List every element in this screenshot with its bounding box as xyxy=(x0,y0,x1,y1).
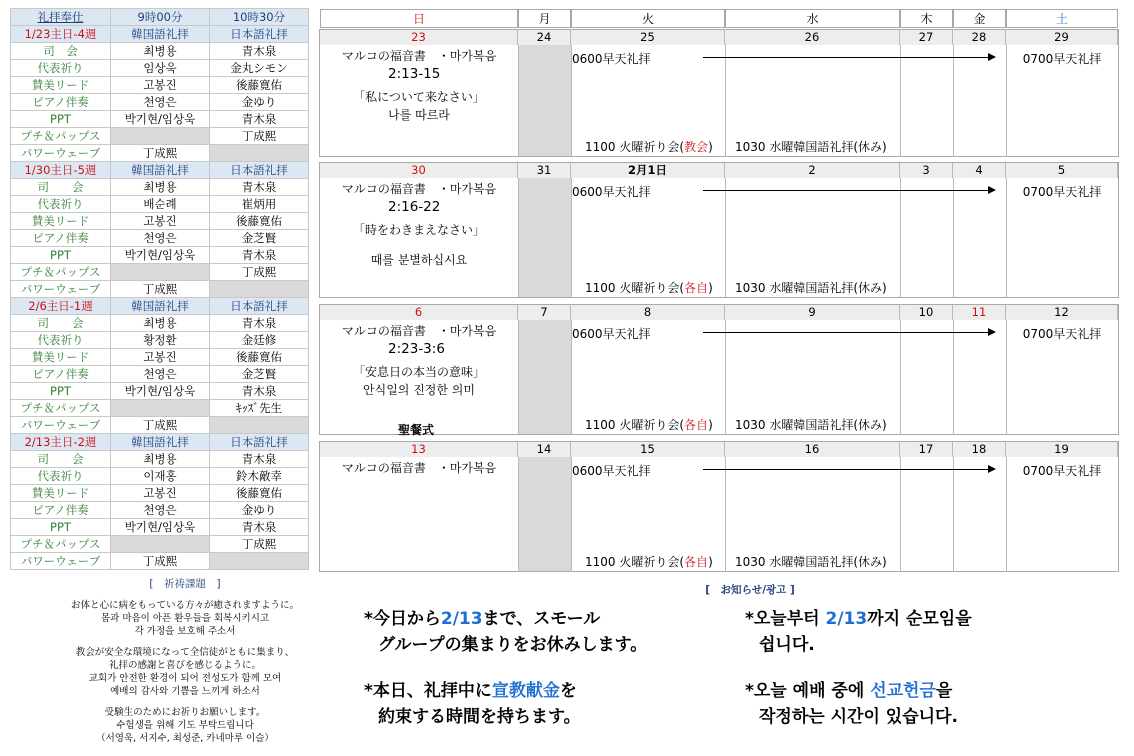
weekday-0: 日 xyxy=(320,9,518,28)
sermon-theme-kr: 나를 따르라 xyxy=(388,108,450,122)
roster-jp-name: 後藤寛佑 xyxy=(210,77,309,94)
roster-role: PPT xyxy=(11,383,111,400)
calendar-divider xyxy=(900,441,901,572)
wed-service: 1030 水曜韓国語礼拝(休み) xyxy=(735,281,887,295)
tue-prayer-location: 教会 xyxy=(684,140,709,154)
roster-kr-name: 최병용 xyxy=(111,451,210,468)
sermon-theme-jp: 「安息日の本当の意味」 xyxy=(352,365,485,379)
prayer-line: 각 가정을 보호해 주소서 xyxy=(134,626,236,637)
roster-kr-name: 丁成熙 xyxy=(111,553,210,570)
roster-week-label: 1/30主日-5週 xyxy=(11,162,111,179)
tue-prayer-meeting xyxy=(585,553,713,570)
roster-role: 代表祈り xyxy=(11,332,111,349)
roster-col-jp: 日本語礼拝 xyxy=(210,26,309,43)
day-number: 14 xyxy=(518,442,571,457)
day-number: 5 xyxy=(1006,163,1118,178)
day-number: 31 xyxy=(518,163,571,178)
roster-row xyxy=(11,77,309,94)
roster-row xyxy=(11,519,309,536)
roster-role: ピアノ伴奏 xyxy=(11,366,111,383)
arrow-icon xyxy=(703,469,994,470)
calendar-divider xyxy=(518,29,519,157)
roster-kr-name: 丁成熙 xyxy=(111,281,210,298)
prayer-list xyxy=(60,599,310,745)
roster-row xyxy=(11,196,309,213)
notice-text: 까지 순모임을 xyxy=(867,609,972,629)
roster-row xyxy=(11,43,309,60)
calendar-divider xyxy=(518,162,519,298)
roster-kr-name: 丁成熙 xyxy=(111,145,210,162)
day-number: 8 xyxy=(571,305,725,320)
day-number: 10 xyxy=(900,305,953,320)
roster-week-header xyxy=(11,162,309,179)
roster-jp-name: 丁成熙 xyxy=(210,264,309,281)
sermon-gospel: マルコの福音書 ・마가복음 xyxy=(341,49,497,63)
day-number: 9 xyxy=(725,305,900,320)
roster-header-cell: 9時00分 xyxy=(111,9,210,26)
roster-jp-name: 金丸シモン xyxy=(210,60,309,77)
service-roster xyxy=(10,8,309,570)
calendar-divider xyxy=(953,162,954,298)
roster-jp-name: 青木泉 xyxy=(210,179,309,196)
roster-kr-name: 임상욱 xyxy=(111,60,210,77)
tue-prayer-text: ) xyxy=(708,418,713,432)
notice-highlight: 2/13 xyxy=(825,609,868,629)
tue-early-service: 0600早天礼拝 xyxy=(572,185,651,199)
tue-prayer-meeting xyxy=(585,279,713,296)
tue-prayer-location: 各自 xyxy=(684,281,709,295)
notice-highlight: 선교헌금 xyxy=(870,681,936,701)
calendar-divider xyxy=(900,162,901,298)
sermon-gospel: マルコの福音書 ・마가복음 xyxy=(341,461,497,475)
day-number: 13 xyxy=(320,442,518,457)
roster-week-label: 2/6主日-1週 xyxy=(11,298,111,315)
roster-jp-name: 青木泉 xyxy=(210,451,309,468)
tue-prayer-text: ) xyxy=(708,281,713,295)
day-number: 27 xyxy=(900,30,953,45)
tue-prayer-text: 1100 火曜祈り会( xyxy=(585,555,685,569)
roster-kr-name: 고봉진 xyxy=(111,77,210,94)
prayer-line: 受験生のためにお祈りお願いします。 xyxy=(104,707,266,718)
sat-early-service: 0700早天礼拝 xyxy=(1022,327,1102,341)
roster-role: PPT xyxy=(11,111,111,128)
roster-jp-name: 丁成熙 xyxy=(210,128,309,145)
roster-col-kr: 韓国語礼拝 xyxy=(111,434,210,451)
calendar-divider xyxy=(1006,304,1007,435)
notice-highlight: 2/13 xyxy=(440,609,483,629)
roster-row xyxy=(11,553,309,570)
notice-text: 쉽니다. xyxy=(759,635,815,655)
roster-role: プチ＆パップス xyxy=(11,128,111,145)
roster-row xyxy=(11,383,309,400)
day-number: 25 xyxy=(571,30,725,45)
roster-week-header xyxy=(11,434,309,451)
wed-service: 1030 水曜韓国語礼拝(休み) xyxy=(735,140,887,154)
roster-role: 賛美リード xyxy=(11,77,111,94)
roster-role: ピアノ伴奏 xyxy=(11,230,111,247)
day-number: 30 xyxy=(320,163,518,178)
sat-early-service: 0700早天礼拝 xyxy=(1022,464,1102,478)
roster-jp-name: 金ゆり xyxy=(210,94,309,111)
wed-service: 1030 水曜韓国語礼拝(休み) xyxy=(735,555,887,569)
sat-early-service: 0700早天礼拝 xyxy=(1022,185,1102,199)
roster-kr-name: 고봉진 xyxy=(111,213,210,230)
roster-row xyxy=(11,213,309,230)
roster-row xyxy=(11,94,309,111)
sat-early-service: 0700早天礼拝 xyxy=(1022,52,1102,66)
day-number: 26 xyxy=(725,30,900,45)
roster-kr-name: 천영은 xyxy=(111,94,210,111)
sermon-theme-jp: 「時をわきまえなさい」 xyxy=(352,223,485,237)
roster-row xyxy=(11,400,309,417)
roster-jp-name: 青木泉 xyxy=(210,247,309,264)
day-number: 7 xyxy=(518,305,571,320)
prayer-line: （서영욱, 서지수, 최성준, 카네마루 이슬） xyxy=(96,733,274,744)
tue-prayer-text: 1100 火曜祈り会( xyxy=(585,418,685,432)
wed-service: 1030 水曜韓国語礼拝(休み) xyxy=(735,418,887,432)
roster-col-kr: 韓国語礼拝 xyxy=(111,26,210,43)
roster-jp-name: 青木泉 xyxy=(210,519,309,536)
calendar-divider xyxy=(725,162,726,298)
day-number: 6 xyxy=(320,305,518,320)
notice-kr-2 xyxy=(745,678,958,730)
calendar-divider xyxy=(518,304,519,435)
roster-jp-name: 青木泉 xyxy=(210,383,309,400)
weekday-4: 木 xyxy=(900,9,953,28)
roster-row xyxy=(11,315,309,332)
prayer-title: [ 祈祷課題 ] xyxy=(149,578,221,590)
sermon-theme-kr: 때를 분별하십시요 xyxy=(370,253,468,267)
notice-jp-1 xyxy=(364,606,647,658)
roster-header-cell: 10時30分 xyxy=(210,9,309,26)
weekday-6: 土 xyxy=(1006,9,1118,28)
roster-row xyxy=(11,417,309,434)
notice-text: グループの集まりをお休みします。 xyxy=(378,635,648,655)
roster-role: 代表祈り xyxy=(11,60,111,77)
calendar-divider xyxy=(725,29,726,157)
monday-shade xyxy=(518,44,571,156)
roster-kr-name: 박기현/임상욱 xyxy=(111,247,210,264)
roster-kr-name xyxy=(111,264,210,281)
roster-jp-name: 青木泉 xyxy=(210,315,309,332)
roster-jp-name: 青木泉 xyxy=(210,111,309,128)
tue-prayer-text: 1100 火曜祈り会( xyxy=(585,140,685,154)
arrow-icon xyxy=(703,190,994,191)
weekday-1: 月 xyxy=(518,9,571,28)
roster-jp-name: 金芝賢 xyxy=(210,230,309,247)
calendar-divider xyxy=(1006,441,1007,572)
notice-text: *今日から xyxy=(364,609,441,629)
roster-role: 賛美リード xyxy=(11,485,111,502)
calendar-divider xyxy=(953,304,954,435)
day-number: 4 xyxy=(953,163,1006,178)
roster-jp-name: ｷｯｽﾞ先生 xyxy=(210,400,309,417)
roster-header-row xyxy=(11,9,309,26)
roster-jp-name: 後藤寛佑 xyxy=(210,485,309,502)
calendar-divider xyxy=(953,441,954,572)
notice-jp-2 xyxy=(364,678,581,730)
monday-shade xyxy=(518,456,571,571)
roster-role: プチ＆パップス xyxy=(11,400,111,417)
roster-row xyxy=(11,111,309,128)
day-number: 18 xyxy=(953,442,1006,457)
roster-role: 司 会 xyxy=(11,315,111,332)
day-number: 12 xyxy=(1006,305,1118,320)
notice-text: *오늘부터 xyxy=(745,609,826,629)
roster-kr-name: 천영은 xyxy=(111,230,210,247)
roster-kr-name: 이재홍 xyxy=(111,468,210,485)
roster-role: 司 会 xyxy=(11,451,111,468)
day-number: 2月1日 xyxy=(571,163,725,178)
calendar-divider xyxy=(571,441,572,572)
roster-kr-name: 丁成熙 xyxy=(111,417,210,434)
notice-text: を xyxy=(559,681,577,701)
roster-jp-name xyxy=(210,145,309,162)
day-number: 19 xyxy=(1006,442,1118,457)
tue-prayer-meeting xyxy=(585,416,713,433)
roster-row xyxy=(11,502,309,519)
roster-role: ピアノ伴奏 xyxy=(11,502,111,519)
day-number: 2 xyxy=(725,163,900,178)
roster-header-cell: 礼拝奉仕 xyxy=(11,9,111,26)
roster-role: パワーウェーブ xyxy=(11,417,111,434)
roster-row xyxy=(11,536,309,553)
notice-highlight: 宣教献金 xyxy=(491,681,560,701)
tue-early-service: 0600早天礼拝 xyxy=(572,327,651,341)
sermon-gospel: マルコの福音書 ・마가복음 xyxy=(341,182,497,196)
day-number: 24 xyxy=(518,30,571,45)
tue-prayer-text: 1100 火曜祈り会( xyxy=(585,281,685,295)
roster-jp-name: 金廷修 xyxy=(210,332,309,349)
sermon-extra: 聖餐式 xyxy=(398,423,435,437)
roster-col-jp: 日本語礼拝 xyxy=(210,434,309,451)
roster-jp-name: 丁成熙 xyxy=(210,536,309,553)
sermon-verse: 2:13-15 xyxy=(388,66,441,82)
roster-col-kr: 韓国語礼拝 xyxy=(111,162,210,179)
roster-role: 賛美リード xyxy=(11,213,111,230)
roster-role: 賛美リード xyxy=(11,349,111,366)
roster-role: パワーウェーブ xyxy=(11,281,111,298)
roster-role: パワーウェーブ xyxy=(11,145,111,162)
notice-text: まで、スモール xyxy=(482,609,601,629)
weekday-3: 水 xyxy=(725,9,900,28)
roster-kr-name: 황정환 xyxy=(111,332,210,349)
notice-title: [ お知らせ/광고 ] xyxy=(705,584,795,596)
roster-row xyxy=(11,264,309,281)
day-number: 15 xyxy=(571,442,725,457)
roster-kr-name: 고봉진 xyxy=(111,485,210,502)
prayer-line: お体と心に病をもっている方々が癒されますように。 xyxy=(70,600,299,611)
roster-kr-name xyxy=(111,400,210,417)
roster-kr-name: 배순례 xyxy=(111,196,210,213)
prayer-line: 礼拝の感謝と喜びを感じるように。 xyxy=(108,660,261,671)
notice-text: 約束する時間を持ちます。 xyxy=(378,707,581,727)
roster-col-kr: 韓国語礼拝 xyxy=(111,298,210,315)
prayer-line xyxy=(60,638,310,646)
sermon-theme-jp: 「私について来なさい」 xyxy=(353,90,485,104)
roster-jp-name xyxy=(210,417,309,434)
roster-row xyxy=(11,230,309,247)
calendar-divider xyxy=(571,29,572,157)
prayer-line: 예배의 감사와 기쁨을 느끼게 하소서 xyxy=(110,686,260,697)
day-number: 28 xyxy=(953,30,1006,45)
calendar-divider xyxy=(518,441,519,572)
roster-col-jp: 日本語礼拝 xyxy=(210,162,309,179)
tue-prayer-text: ) xyxy=(708,140,713,154)
prayer-line xyxy=(60,698,310,706)
roster-week-label: 1/23主日-4週 xyxy=(11,26,111,43)
roster-jp-name: 青木泉 xyxy=(210,43,309,60)
roster-kr-name: 박기현/임상욱 xyxy=(111,519,210,536)
calendar-divider xyxy=(725,304,726,435)
roster-row xyxy=(11,179,309,196)
prayer-line: 教会が安全な環境になって全信徒がともに集まり、 xyxy=(75,647,295,658)
sermon-theme-kr: 안식일의 진정한 의미 xyxy=(363,383,475,397)
roster-kr-name xyxy=(111,536,210,553)
sermon-gospel: マルコの福音書 ・마가복음 xyxy=(341,324,497,338)
roster-row xyxy=(11,60,309,77)
roster-row xyxy=(11,349,309,366)
roster-kr-name: 천영은 xyxy=(111,502,210,519)
roster-row xyxy=(11,281,309,298)
roster-role: PPT xyxy=(11,247,111,264)
prayer-line: 수험생을 위해 기도 부탁드립니다 xyxy=(116,720,254,731)
roster-week-label: 2/13主日-2週 xyxy=(11,434,111,451)
roster-kr-name: 박기현/임상욱 xyxy=(111,111,210,128)
roster-jp-name xyxy=(210,281,309,298)
monday-shade xyxy=(518,177,571,297)
roster-role: PPT xyxy=(11,519,111,536)
roster-role: パワーウェーブ xyxy=(11,553,111,570)
roster-kr-name: 박기현/임상욱 xyxy=(111,383,210,400)
roster-jp-name: 後藤寛佑 xyxy=(210,213,309,230)
roster-week-header xyxy=(11,298,309,315)
day-number: 16 xyxy=(725,442,900,457)
roster-row xyxy=(11,145,309,162)
notice-text: 작정하는 시간이 있습니다. xyxy=(759,707,958,727)
roster-role: 代表祈り xyxy=(11,468,111,485)
roster-kr-name: 천영은 xyxy=(111,366,210,383)
roster-kr-name xyxy=(111,128,210,145)
day-number: 23 xyxy=(320,30,518,45)
roster-week-header xyxy=(11,26,309,43)
notice-text: *本日、礼拝中に xyxy=(364,681,492,701)
roster-jp-name: 崔炳用 xyxy=(210,196,309,213)
arrow-icon xyxy=(703,332,994,333)
calendar-divider xyxy=(900,304,901,435)
day-number: 29 xyxy=(1006,30,1118,45)
roster-row xyxy=(11,332,309,349)
roster-role: 司 会 xyxy=(11,43,111,60)
roster-jp-name: 金芝賢 xyxy=(210,366,309,383)
roster-kr-name: 최병용 xyxy=(111,179,210,196)
weekday-5: 金 xyxy=(953,9,1006,28)
calendar-divider xyxy=(1006,29,1007,157)
calendar-divider xyxy=(725,441,726,572)
sermon-verse: 2:23-3:6 xyxy=(388,341,445,357)
notice-text: *오늘 예배 중에 xyxy=(745,681,871,701)
roster-col-jp: 日本語礼拝 xyxy=(210,298,309,315)
prayer-line: 몸과 마음이 아픈 환우들을 회복시키시고 xyxy=(100,613,270,624)
day-number: 11 xyxy=(953,305,1006,320)
roster-kr-name: 최병용 xyxy=(111,43,210,60)
roster-row xyxy=(11,451,309,468)
calendar-divider xyxy=(900,29,901,157)
day-number: 17 xyxy=(900,442,953,457)
roster-jp-name: 後藤寛佑 xyxy=(210,349,309,366)
monday-shade xyxy=(518,319,571,434)
calendar-divider xyxy=(571,304,572,435)
tue-early-service: 0600早天礼拝 xyxy=(572,52,651,66)
roster-role: ピアノ伴奏 xyxy=(11,94,111,111)
roster-row xyxy=(11,366,309,383)
notice-text: 을 xyxy=(935,681,953,701)
weekday-2: 火 xyxy=(571,9,725,28)
tue-prayer-text: ) xyxy=(708,555,713,569)
roster-jp-name: 鈴木敵幸 xyxy=(210,468,309,485)
roster-kr-name: 고봉진 xyxy=(111,349,210,366)
roster-row xyxy=(11,485,309,502)
prayer-line: 교회가 안전한 환경이 되어 전성도가 함께 모여 xyxy=(88,673,282,684)
tue-prayer-meeting xyxy=(585,138,713,155)
tue-prayer-location: 各自 xyxy=(684,555,709,569)
roster-row xyxy=(11,468,309,485)
roster-role: 司 会 xyxy=(11,179,111,196)
notice-kr-1 xyxy=(745,606,972,658)
roster-jp-name xyxy=(210,553,309,570)
roster-row xyxy=(11,128,309,145)
tue-early-service: 0600早天礼拝 xyxy=(572,464,651,478)
day-number: 3 xyxy=(900,163,953,178)
roster-kr-name: 최병용 xyxy=(111,315,210,332)
roster-role: プチ＆パップス xyxy=(11,264,111,281)
roster-role: プチ＆パップス xyxy=(11,536,111,553)
roster-role: 代表祈り xyxy=(11,196,111,213)
arrow-icon xyxy=(703,57,994,58)
sermon-verse: 2:16-22 xyxy=(388,199,441,215)
roster-jp-name: 金ゆり xyxy=(210,502,309,519)
calendar-divider xyxy=(953,29,954,157)
tue-prayer-location: 各自 xyxy=(684,418,709,432)
roster-row xyxy=(11,247,309,264)
